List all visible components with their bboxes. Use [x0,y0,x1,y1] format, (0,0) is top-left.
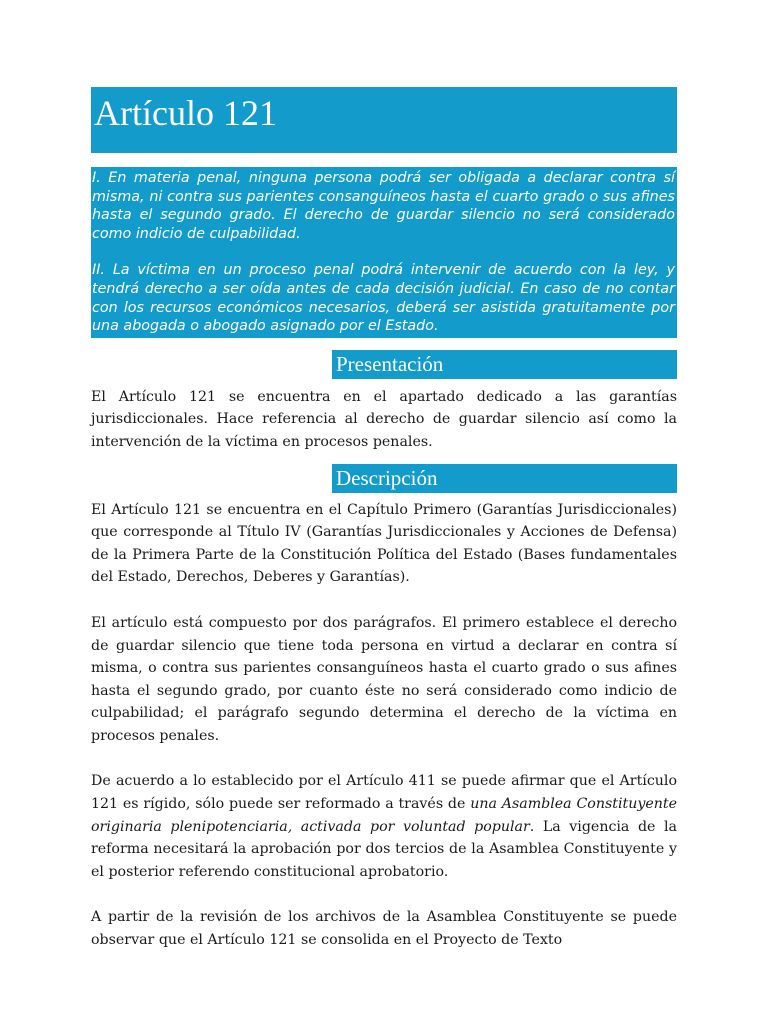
article-paragraph-1: I. En materia penal, ninguna persona podrá ser obligada a declarar contra sí misma, ni contra sus parientes consanguíneos hasta el cuarto grado o sus afines hasta el segundo grado. El derecho de guardar silencio no será considerado como indicio de culpabilidad. [92,170,675,242]
section-heading-presentacion: Presentación [332,350,677,379]
section-heading-descripcion: Descripción [332,464,677,493]
article-text-box [91,167,677,338]
page-title: Artículo 121 [94,93,277,133]
paragraph-3-text-end: . La vigencia de la reforma necesitará la aprobación por dos tercios de la Asamblea Constituyente y el posterior referendo constitucional aprobatorio. [91,818,678,880]
paragraph-3-text-start: De acuerdo a lo establecido por el Artículo 411 se puede afirmar que el Artículo 121 es rígido, sólo puede ser reformado a través de [91,773,677,813]
descripcion-paragraph-3 [91,770,677,883]
presentacion-paragraph: El Artículo 121 se encuentra en el apartado dedicado a las garantías jurisdiccionales. Hace referencia al derecho de guardar silencio así como la intervención de la víctima en procesos penales. [91,388,677,450]
descripcion-paragraph-4: A partir de la revisión de los archivos de la Asamblea Constituyente se puede observar que el Artículo 121 se consolida en el Proyecto de Texto [91,909,677,949]
title-banner [91,87,677,153]
descripcion-paragraph-1: El Artículo 121 se encuentra en el Capítulo Primero (Garantías Jurisdiccionales) que corresponde al Título IV (Garantías Jurisdiccionales y Acciones de Defensa) de la Primera Parte de la Constitución Política del Estado (Bases fundamentales del Estado, Derechos, Deberes y Garantías). [91,501,677,586]
descripcion-paragraph-2: El artículo está compuesto por dos parágrafos. El primero establece el derecho de guardar silencio que tiene toda persona en virtud a declarar en contra sí misma, o contra sus parientes consanguíneos hasta el cuarto grado o sus afines hasta el segundo grado, por cuanto éste no será considerado como indicio de culpabilidad; el parágrafo segundo determina el derecho de la víctima en procesos penales. [91,614,677,744]
document-page [91,87,677,952]
article-paragraph-2: II. La víctima en un proceso penal podrá intervenir de acuerdo con la ley, y tendrá derecho a ser oída antes de cada decisión judicial. En caso de no contar con los recursos económicos necesarios, deberá ser asistida gratuitamente por una abogada o abogado asignado por el Estado. [92,262,675,335]
paragraph-3-italic-phrase: una Asamblea Constituyente originaria plenipotenciaria, activada por voluntad popular [91,796,677,835]
